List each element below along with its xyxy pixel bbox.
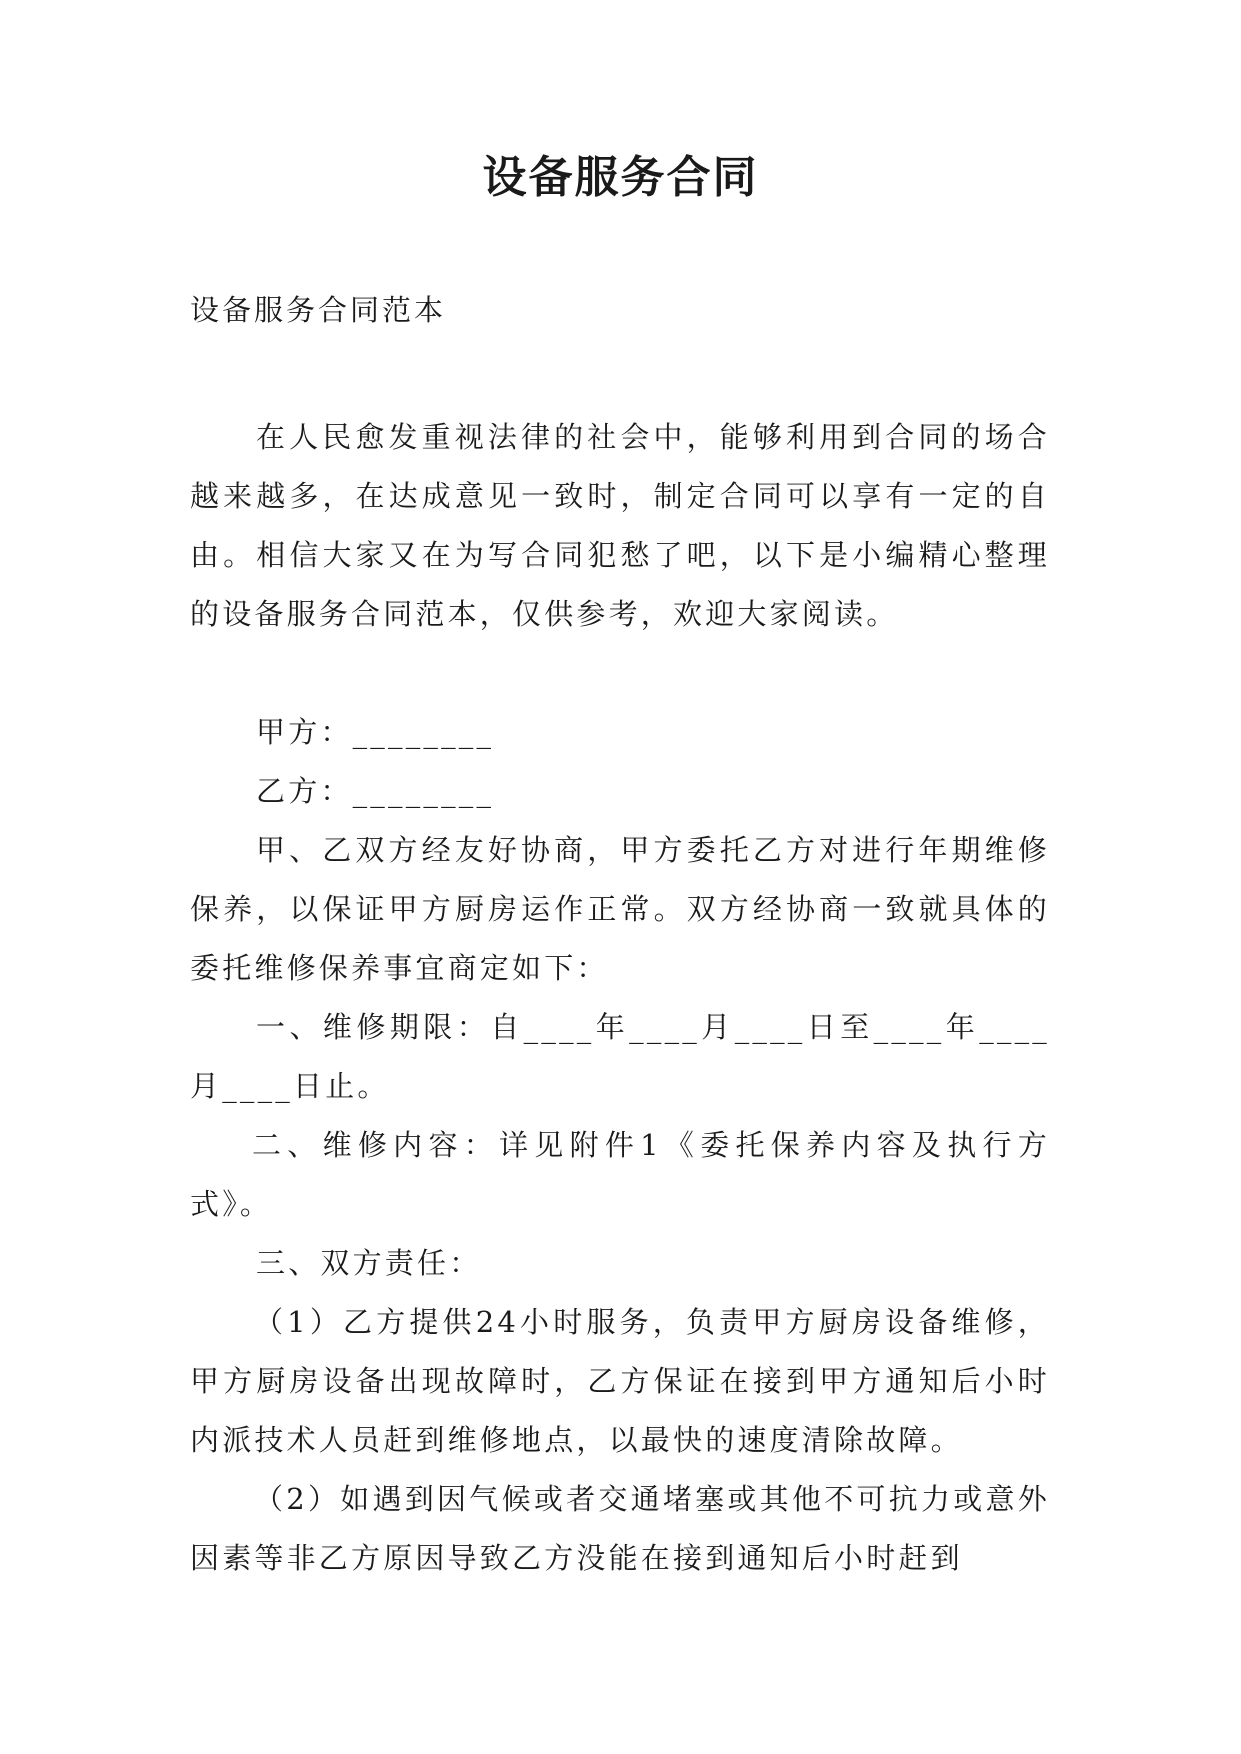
preamble-paragraph: 甲、乙双方经友好协商，甲方委托乙方对进行年期维修保养，以保证甲方厨房运作正常。双方经协商一致就具体的委托维修保养事宜商定如下： — [190, 833, 1050, 985]
intro-paragraph: 在人民愈发重视法律的社会中，能够利用到合同的场合越来越多，在达成意见一致时，制定合同可以享有一定的自由。相信大家又在为写合同犯愁了吧，以下是小编精心整理的设备服务合同范本，仅供参考，欢迎大家阅读。 — [190, 420, 1050, 631]
document-body — [190, 408, 1050, 1588]
paragraph-gap — [190, 644, 1050, 703]
clause-3-2-paragraph: （2）如遇到因气候或者交通堵塞或其他不可抗力或意外因素等非乙方原因导致乙方没能在接到通知后小时赶到 — [190, 1482, 1050, 1575]
clause-1-paragraph: 一、维修期限：自____年____月____日至____年____月____日止。 — [190, 1010, 1050, 1103]
document-title: 设备服务合同 — [482, 152, 759, 203]
party-b-line: 乙方：________ — [256, 774, 495, 808]
party-a-line: 甲方：________ — [256, 715, 495, 749]
clause-2-paragraph: 二、维修内容：详见附件1《委托保养内容及执行方式》。 — [190, 1128, 1050, 1221]
clause-3-1-paragraph: （1）乙方提供24小时服务，负责甲方厨房设备维修，甲方厨房设备出现故障时，乙方保证在接到甲方通知后小时内派技术人员赶到维修地点，以最快的速度清除故障。 — [190, 1305, 1050, 1457]
clause-3-heading: 三、双方责任： — [256, 1246, 482, 1280]
document-subtitle: 设备服务合同范本 — [190, 293, 447, 327]
